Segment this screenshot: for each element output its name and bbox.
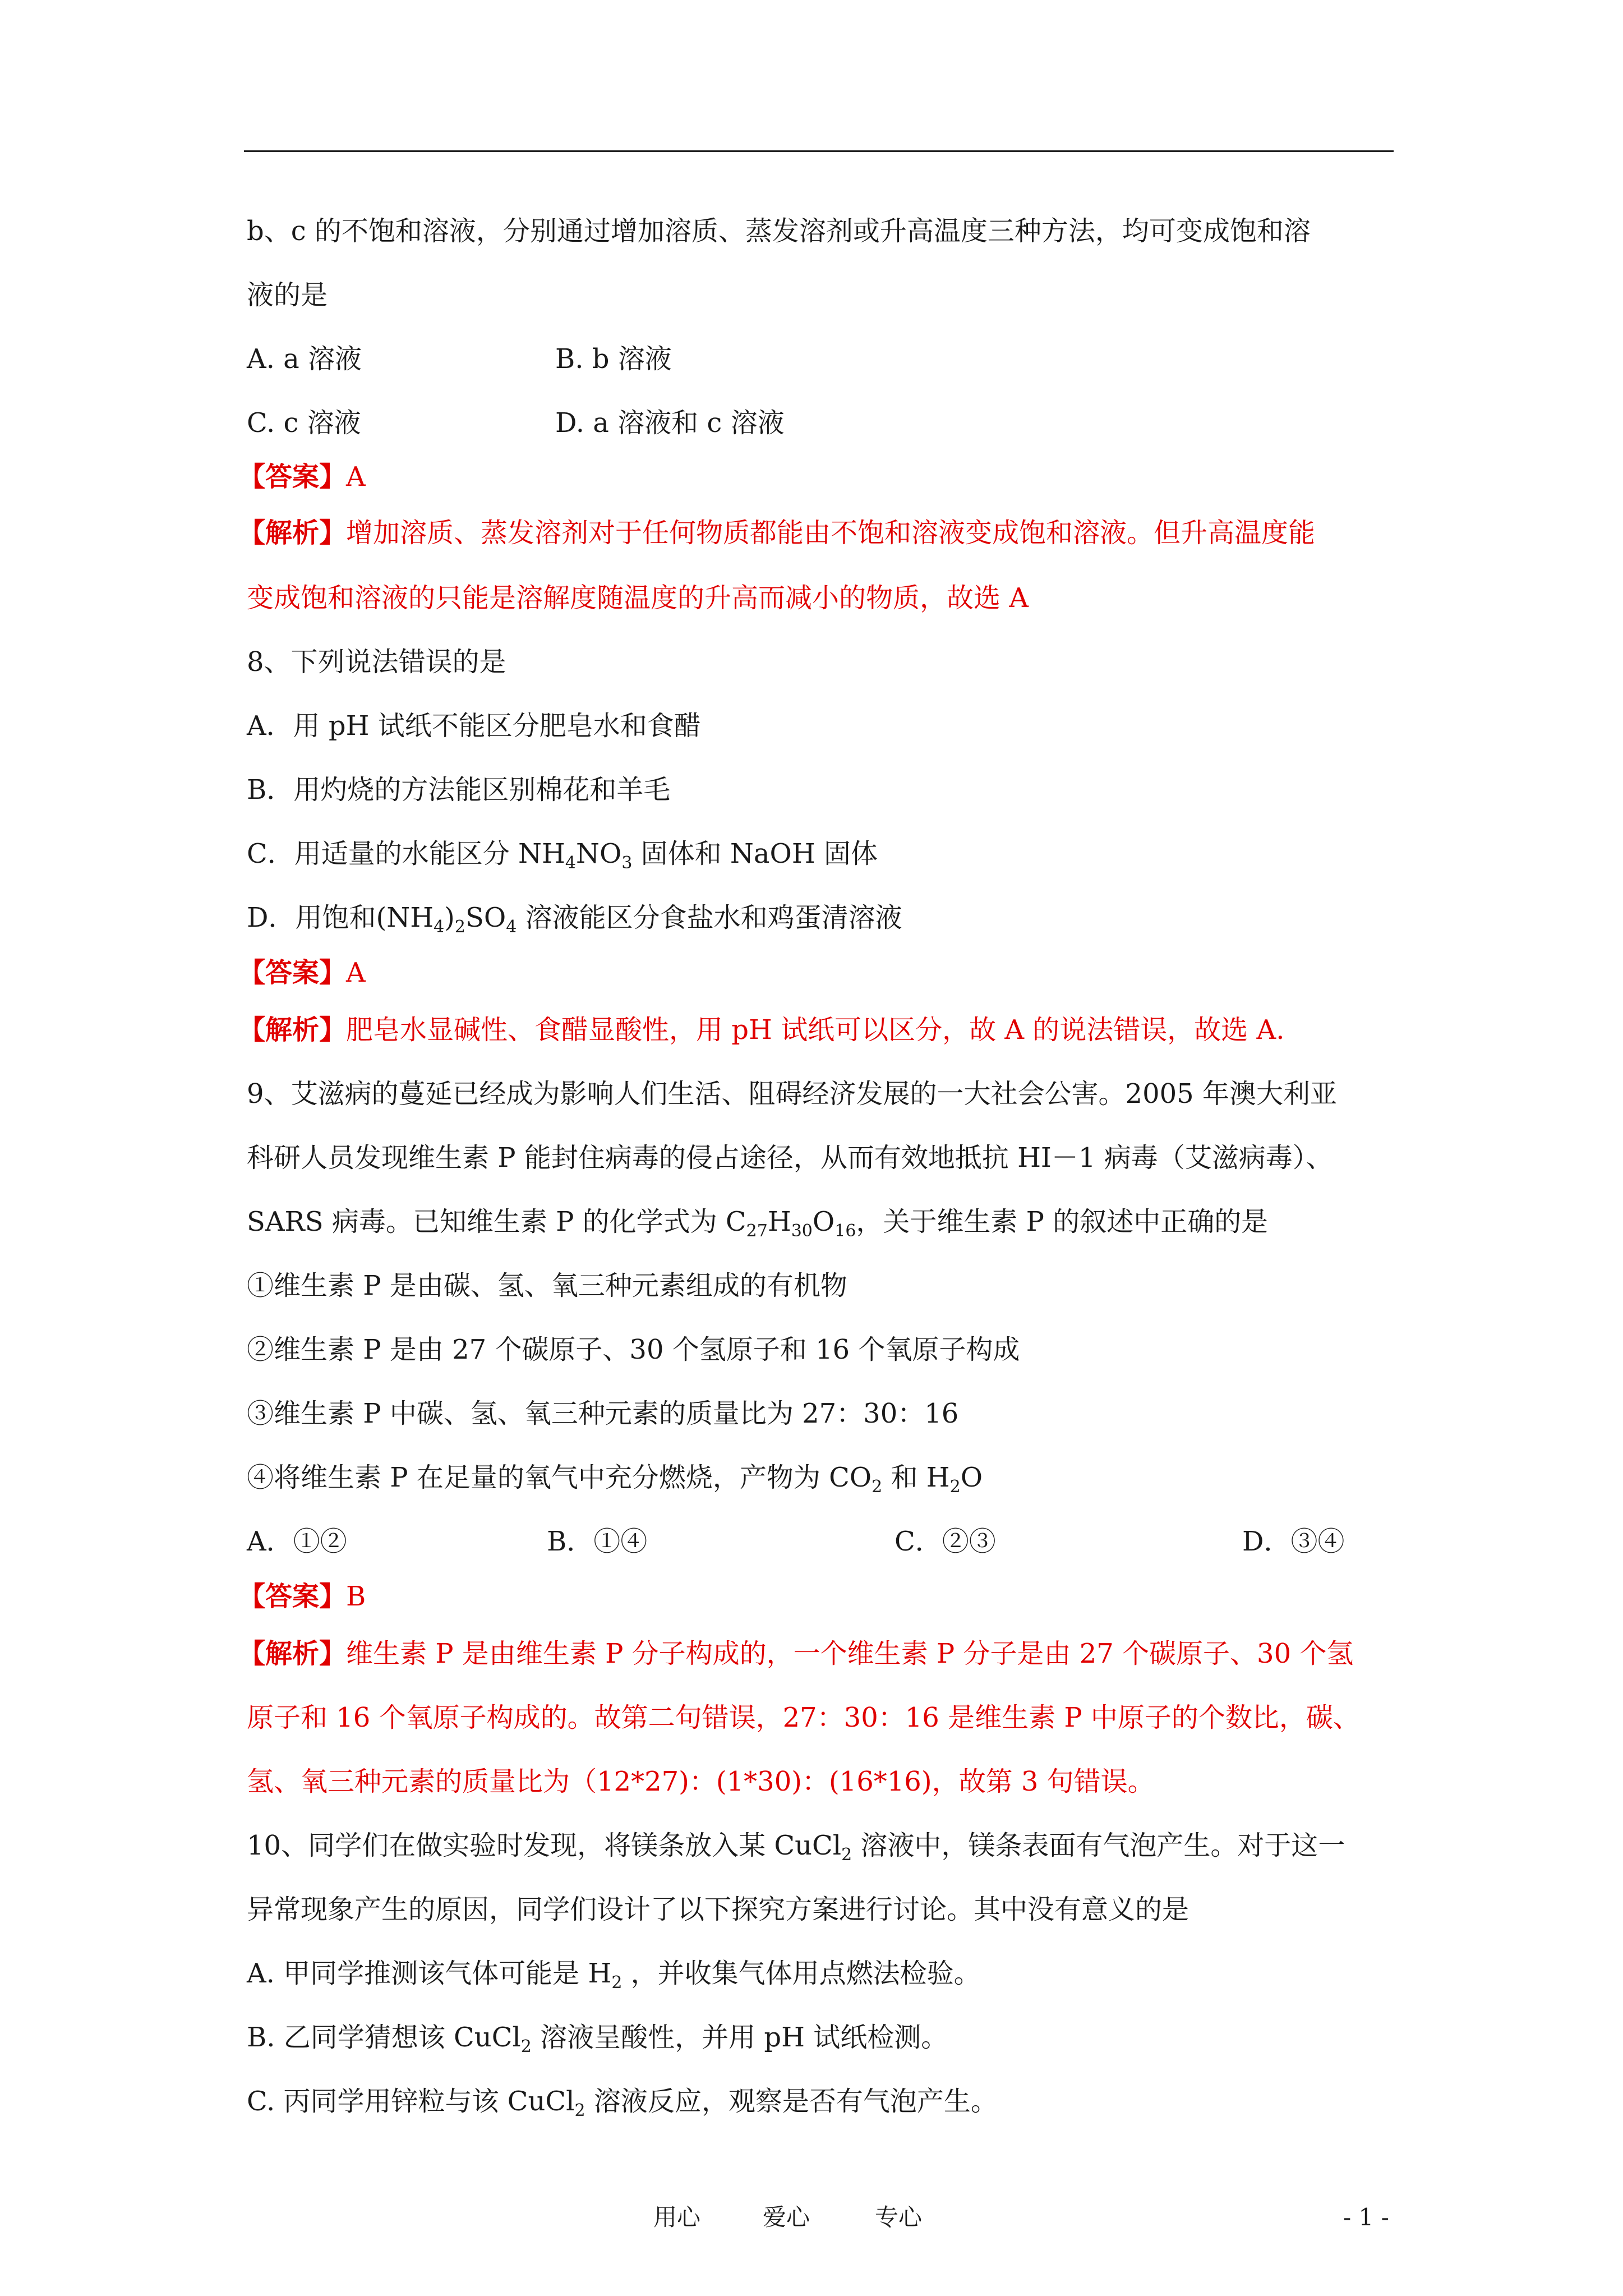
q7-analysis-line1 <box>238 516 1315 550</box>
q7-option-b: B. b 溶液 <box>555 343 672 375</box>
q9-stem-line2: 科研人员发现维生素 P 能封住病毒的侵占途径，从而有效地抵抗 HI－1 病毒（艾滋病毒）、 <box>247 1142 1333 1174</box>
q8-option-d: D．用饱和$(NH_4)_2SO_4$ 溶液能区分食盐水和鸡蛋清溶液 <box>247 902 902 937</box>
footer-motto-2: 爱心 <box>763 2203 810 2231</box>
footer-motto-1: 用心 <box>653 2203 701 2231</box>
q8-option-c: C．用适量的水能区分 $NH_4NO_3$ 固体和 NaOH 固体 <box>247 838 878 873</box>
q8-analysis <box>238 1013 1284 1047</box>
analysis-label: 【解析】 <box>238 517 347 549</box>
footer-motto-3: 专心 <box>875 2203 923 2231</box>
analysis-text: 肥皂水显碱性、食醋显酸性，用 pH 试纸可以区分，故 A 的说法错误，故选 A. <box>346 1014 1285 1046</box>
header-rule <box>244 150 1394 152</box>
analysis-text: 维生素 P 是由维生素 P 分子构成的，一个维生素 P 分子是由 27 个碳原子、30 个氢 <box>346 1638 1354 1669</box>
q10-stem-line1: 10、同学们在做实验时发现，将镁条放入某 CuCl$_2$ 溶液中，镁条表面有气泡产生。对于这一 <box>247 1830 1345 1865</box>
q8-stem: 8、下列说法错误的是 <box>247 646 506 678</box>
answer-label: 【答案】 <box>238 957 347 988</box>
q7-stem-line2: 液的是 <box>247 279 328 311</box>
q7-analysis-line2: 变成饱和溶液的只能是溶解度随温度的升高而减小的物质，故选 A <box>247 582 1029 614</box>
q9-statement-2: ②维生素 P 是由 27 个碳原子、30 个氢原子和 16 个氧原子构成 <box>247 1334 1020 1365</box>
q10-option-b: B. 乙同学猜想该 CuCl$_2$ 溶液呈酸性，并用 pH 试纸检测。 <box>247 2022 948 2056</box>
q9-statement-1: ①维生素 P 是由碳、氢、氧三种元素组成的有机物 <box>247 1270 847 1301</box>
answer-value: A <box>346 957 366 988</box>
q10-stem-line2: 异常现象产生的原因，同学们设计了以下探究方案进行讨论。其中没有意义的是 <box>247 1894 1189 1925</box>
q8-option-a: A．用 pH 试纸不能区分肥皂水和食醋 <box>247 710 701 742</box>
q10-option-a: A. 甲同学推测该气体可能是 $H_2$ ，并收集气体用点燃法检验。 <box>247 1958 981 1993</box>
q9-statement-4: ④将维生素 P 在足量的氧气中充分燃烧，产物为 $CO_2$ 和 $H_2O$ <box>247 1462 983 1497</box>
q9-answer <box>238 1580 366 1613</box>
q7-option-c: C. c 溶液 <box>247 407 361 439</box>
q7-stem-line1: b、c 的不饱和溶液，分别通过增加溶质、蒸发溶剂或升高温度三种方法，均可变成饱和溶 <box>247 215 1311 247</box>
q9-stem-line3: SARS 病毒。已知维生素 P 的化学式为 $C_{27}H_{30}O_{16}$，关于维生素 P 的叙述中正确的是 <box>247 1206 1269 1241</box>
answer-label: 【答案】 <box>238 461 347 493</box>
q8-answer <box>238 956 366 990</box>
analysis-label: 【解析】 <box>238 1638 347 1669</box>
answer-label: 【答案】 <box>238 1581 347 1612</box>
q10-option-c: C. 丙同学用锌粒与该 CuCl$_2$ 溶液反应，观察是否有气泡产生。 <box>247 2086 998 2120</box>
q9-analysis-line2: 原子和 16 个氧原子构成的。故第二句错误，27：30：16 是维生素 P 中原子的个数比，碳、 <box>247 1702 1360 1733</box>
q9-option-d: D．③④ <box>1242 1526 1345 1557</box>
q9-option-b: B．①④ <box>547 1526 648 1557</box>
answer-value: B <box>346 1581 366 1612</box>
analysis-label: 【解析】 <box>238 1014 347 1046</box>
q7-option-a: A. a 溶液 <box>247 343 362 375</box>
page-number: - 1 - <box>1343 2203 1389 2231</box>
q9-stem-line1: 9、艾滋病的蔓延已经成为影响人们生活、阻碍经济发展的一大社会公害。2005 年澳大利亚 <box>247 1078 1337 1110</box>
q9-analysis-line1 <box>238 1637 1353 1671</box>
q9-analysis-line3: 氢、氧三种元素的质量比为（12*27)：(1*30)：(16*16)，故第 3 句错误。 <box>247 1766 1155 1797</box>
analysis-text: 增加溶质、蒸发溶剂对于任何物质都能由不饱和溶液变成饱和溶液。但升高温度能 <box>346 517 1316 549</box>
q8-option-b: B．用灼烧的方法能区别棉花和羊毛 <box>247 774 671 806</box>
q9-option-c: C．②③ <box>895 1526 996 1557</box>
q7-answer <box>238 460 366 494</box>
q9-statement-3: ③维生素 P 中碳、氢、氧三种元素的质量比为 27：30：16 <box>247 1398 959 1429</box>
q7-option-d: D. a 溶液和 c 溶液 <box>555 407 785 439</box>
q9-option-a: A．①② <box>247 1526 347 1557</box>
answer-value: A <box>346 461 366 493</box>
